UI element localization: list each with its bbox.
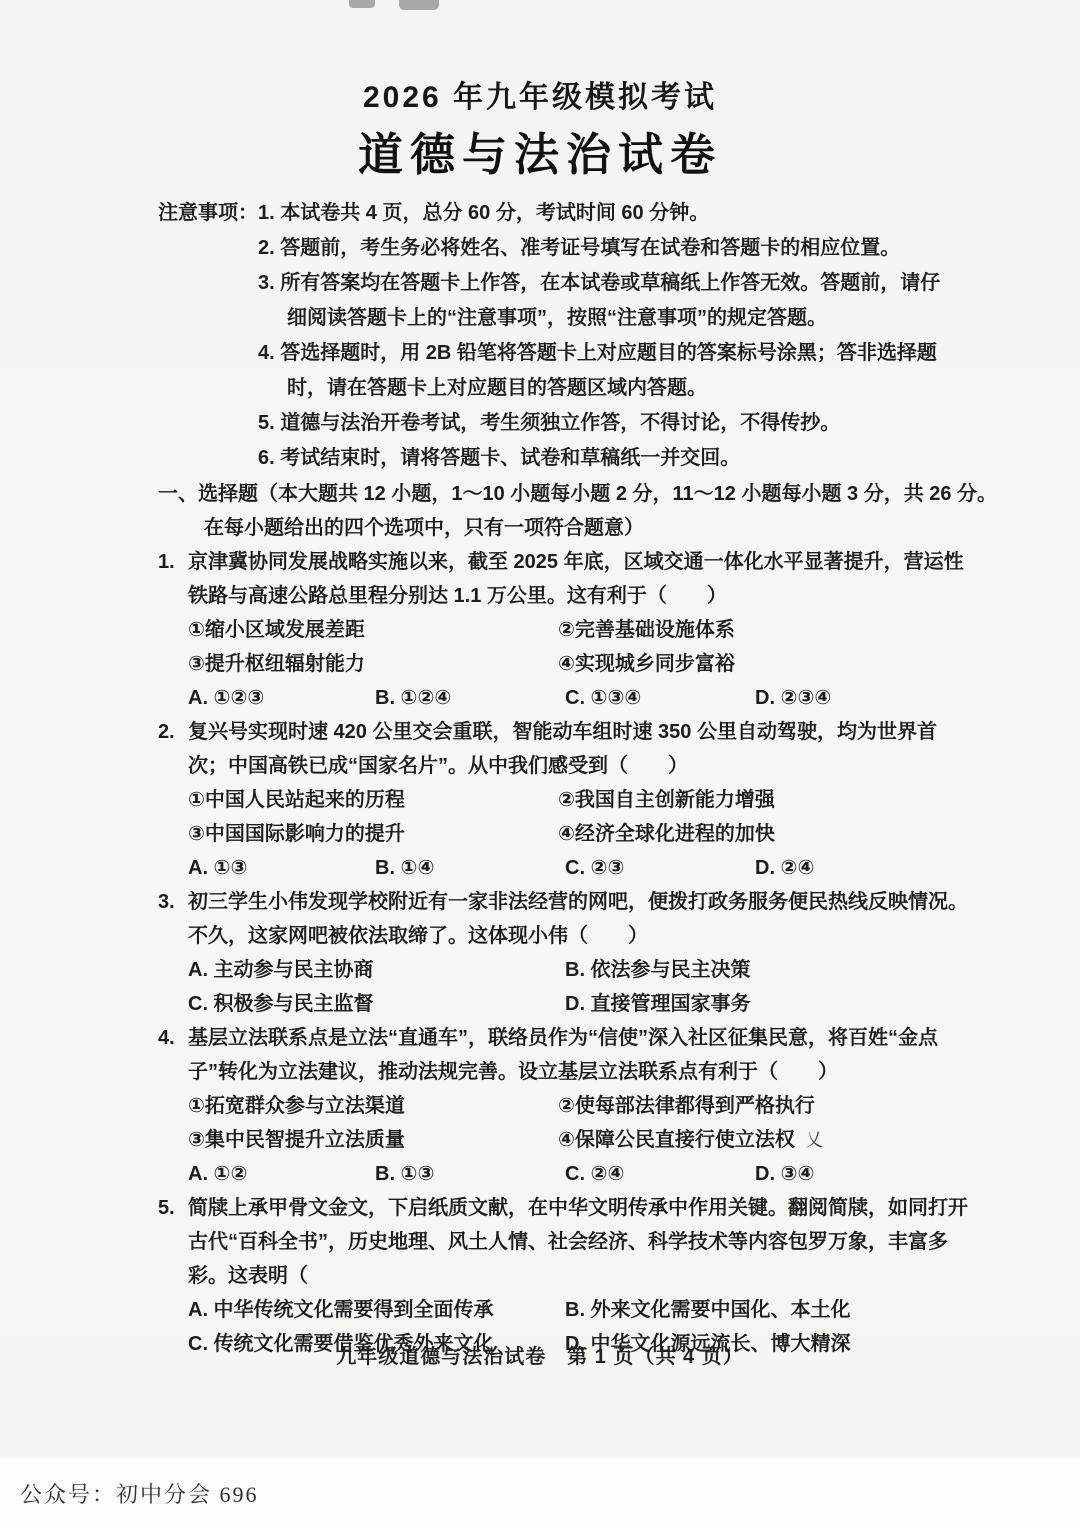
choice-d: D. ②④ — [755, 857, 815, 879]
statement-list — [188, 613, 970, 681]
choice-c: C. ①③④ — [565, 687, 642, 709]
page-footer: 九年级道德与法治试卷 第 1 页（共 4 页） — [336, 1346, 744, 1368]
statement-2: ②使每部法律都得到严格执行 — [558, 1095, 815, 1117]
question-4 — [158, 1021, 970, 1191]
choice-b: B. 外来文化需要中国化、本土化 — [565, 1299, 851, 1321]
notice-items — [258, 196, 958, 476]
section-heading: 一、选择题（本大题共 12 小题，1～10 小题每小题 2 分，11～12 小题每小题 3 分，共 26 分。在每小题给出的四个选项中，只有一项符合题意） — [158, 483, 998, 539]
question-5 — [158, 1191, 970, 1361]
choice-b: B. ①④ — [375, 857, 435, 879]
statement-3: ③中国国际影响力的提升 — [188, 823, 405, 845]
statement-text: ④保障公民直接行使立法权 — [558, 1129, 795, 1151]
statement-4 — [558, 1123, 970, 1157]
notice-item-4: 4. 答选择题时，用 2B 铅笔将答题卡上对应题目的答案标号涂黑；答非选择题时，请在答题卡上对应题目的答题区域内答题。 — [258, 342, 937, 399]
question-1 — [158, 545, 970, 715]
paper-body — [158, 196, 998, 1361]
question-number: 3. — [158, 891, 175, 913]
choice-d: D. ③④ — [755, 1163, 815, 1185]
statement-list — [188, 783, 970, 851]
choice-b: B. 依法参与民主决策 — [565, 959, 751, 981]
scan-artifact — [399, 0, 439, 10]
statement-list — [188, 1089, 970, 1157]
choice-c: C. 积极参与民主监督 — [188, 993, 374, 1015]
choice-list — [188, 953, 970, 1021]
choice-b: B. ①③ — [375, 1163, 435, 1185]
choice-a: A. ①② — [188, 1163, 248, 1185]
statement-1: ①拓宽群众参与立法渠道 — [188, 1095, 405, 1117]
statement-4: ④实现城乡同步富裕 — [558, 653, 735, 675]
choice-b: B. ①②④ — [375, 687, 452, 709]
stray-pen-mark: 乂 — [804, 1130, 823, 1150]
statement-2: ②我国自主创新能力增强 — [558, 789, 775, 811]
watermark-text: 公众号：初中分会 696 — [20, 1482, 259, 1507]
statement-2: ②完善基础设施体系 — [558, 619, 735, 641]
question-stem: 复兴号实现时速 420 公里交会重联，智能动车组时速 350 公里自动驾驶，均为世界首次；中国高铁已成“国家名片”。从中我们感受到（ ） — [188, 721, 937, 777]
choice-a: A. ①③ — [188, 857, 248, 879]
choice-list — [188, 681, 970, 715]
choice-c: C. ②③ — [565, 857, 625, 879]
notice-block — [158, 196, 970, 476]
choice-c: C. ②④ — [565, 1163, 625, 1185]
choice-list — [188, 851, 970, 885]
question-number: 4. — [158, 1027, 175, 1049]
choice-d: D. 中华文化源远流长、博大精深 — [565, 1333, 851, 1355]
notice-item-2: 2. 答题前，考生务必将姓名、准考证号填写在试卷和答题卡的相应位置。 — [258, 237, 901, 259]
question-3 — [158, 885, 970, 1021]
choice-a: A. 主动参与民主协商 — [188, 959, 374, 981]
notice-item-1: 1. 本试卷共 4 页，总分 60 分，考试时间 60 分钟。 — [258, 202, 710, 224]
question-2 — [158, 715, 970, 885]
question-number: 2. — [158, 721, 175, 743]
question-stem: 京津冀协同发展战略实施以来，截至 2025 年底，区域交通一体化水平显著提升，营运性铁路与高速公路总里程分别达 1.1 万公里。这有利于（ ） — [188, 551, 964, 607]
question-stem: 基层立法联系点是立法“直通车”，联络员作为“信使”深入社区征集民意，将百姓“金点子”转化为立法建议，推动法规完善。设立基层立法联系点有利于（ ） — [188, 1027, 938, 1083]
notice-item-6: 6. 考试结束时，请将答题卡、试卷和草稿纸一并交回。 — [258, 447, 741, 469]
statement-1: ①缩小区域发展差距 — [188, 619, 365, 641]
scan-artifact — [349, 0, 375, 8]
question-stem: 初三学生小伟发现学校附近有一家非法经营的网吧，便拨打政务服务便民热线反映情况。不久，这家网吧被依法取缔了。这体现小伟（ ） — [188, 891, 968, 947]
statement-3: ③集中民智提升立法质量 — [188, 1129, 405, 1151]
choice-list — [188, 1157, 970, 1191]
choice-a: A. ①②③ — [188, 687, 265, 709]
statement-1: ①中国人民站起来的历程 — [188, 789, 405, 811]
choice-c: C. 传统文化需要借鉴优秀外来文化 — [188, 1333, 494, 1355]
question-stem: 简牍上承甲骨文金文，下启纸质文献，在中华文明传承中作用关键。翻阅简牍，如同打开古代“百科全书”，历史地理、风土人情、社会经济、科学技术等内容包罗万象，丰富多彩。这表明（ — [188, 1197, 968, 1287]
exam-session-title: 2026 年九年级模拟考试 — [362, 81, 718, 114]
choice-d: D. ②③④ — [755, 687, 832, 709]
statement-3: ③提升枢纽辐射能力 — [188, 653, 365, 675]
choice-a: A. 中华传统文化需要得到全面传承 — [188, 1299, 494, 1321]
statement-4: ④经济全球化进程的加快 — [558, 823, 775, 845]
paper-title: 道德与法治试卷 — [357, 129, 722, 180]
notice-item-5: 5. 道德与法治开卷考试，考生须独立作答，不得讨论，不得传抄。 — [258, 412, 841, 434]
question-number: 1. — [158, 551, 175, 573]
choice-d: D. 直接管理国家事务 — [565, 993, 751, 1015]
notice-item-3: 3. 所有答案均在答题卡上作答，在本试卷或草稿纸上作答无效。答题前，请仔细阅读答题卡上的“注意事项”，按照“注意事项”的规定答题。 — [258, 272, 941, 329]
notice-label: 注意事项： — [158, 202, 258, 224]
question-number: 5. — [158, 1197, 175, 1219]
